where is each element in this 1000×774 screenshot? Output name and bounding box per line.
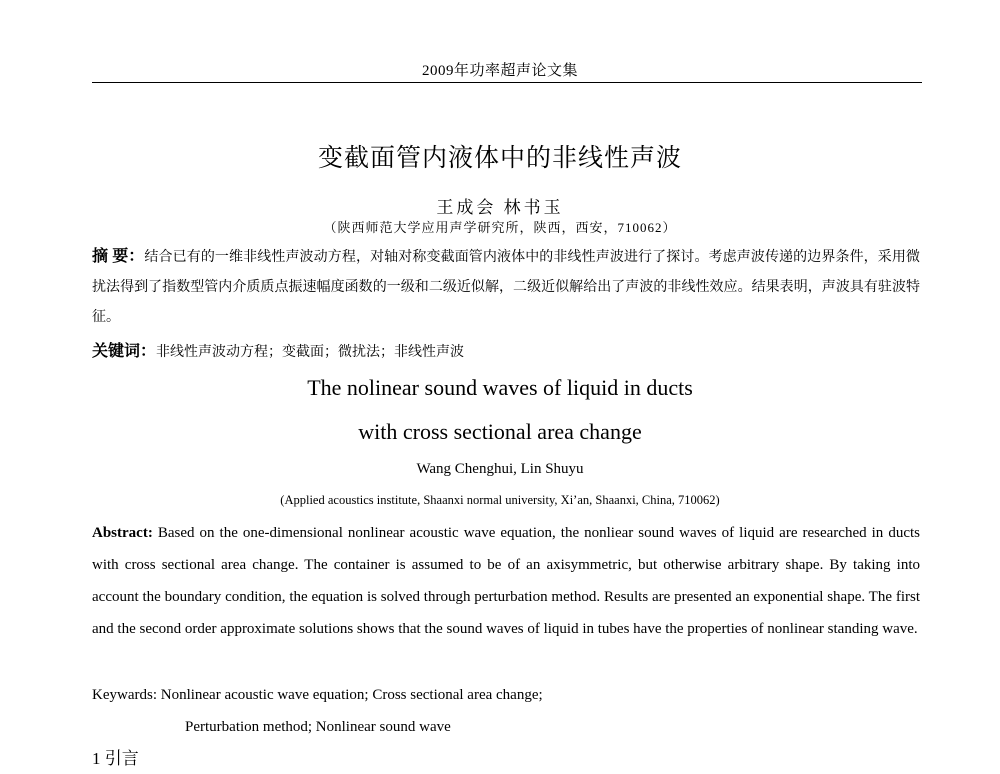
chinese-abstract-label: 摘 要： — [92, 248, 145, 265]
english-abstract — [92, 517, 920, 645]
english-title-line1: The nolinear sound waves of liquid in ducts — [307, 375, 693, 400]
chinese-keywords-text: 非线性声波动方程；变截面；微扰法；非线性声波 — [156, 345, 465, 360]
running-header: 2009年功率超声论文集 — [421, 63, 578, 79]
english-authors: Wang Chenghui, Lin Shuyu — [416, 461, 584, 477]
chinese-title: 变截面管内液体中的非线性声波 — [317, 145, 682, 172]
english-affiliation: (Applied acoustics institute, Shaanxi normal university, Xi’an, Shaanxi, China, 710062) — [280, 493, 720, 507]
section-heading: 1 引言 — [92, 749, 139, 768]
chinese-affiliation: （陕西师范大学应用声学研究所，陕西，西安，710062） — [323, 220, 677, 235]
chinese-keywords-label: 关键词： — [92, 343, 157, 360]
english-title-line2: with cross sectional area change — [358, 419, 642, 444]
english-keywords-line2: Perturbation method; Nonlinear sound wave — [185, 719, 451, 735]
header-rule — [92, 82, 922, 83]
chinese-authors: 王成会 林书玉 — [436, 198, 564, 217]
chinese-abstract — [92, 242, 920, 333]
chinese-abstract-text: 结合已有的一维非线性声波动方程，对轴对称变截面管内液体中的非线性声波进行了探讨。考虑声波传递的边界条件，采用微扰法得到了指数型管内介质质点振速幅度函数的一级和二级近似解，二级近似解给出了声波的非线性效应。结果表明，声波具有驻波特征。 — [92, 250, 920, 325]
english-keywords-line1: Keywards: Nonlinear acoustic wave equation; Cross sectional area change; — [92, 687, 543, 703]
english-abstract-label: Abstract: — [92, 525, 153, 541]
english-abstract-text: Based on the one-dimensional nonlinear acoustic wave equation, the nonliear sound waves of liquid are researched in ducts with cross sectional area change. The container is assumed to be of an axisymmetric, but otherwise arbitrary shape. By taking into account the boundary condition, the equation is solved through perturbation method. Results are presented an exponential shape. The first and the second order approximate solutions shows that the sound waves of liquid in tubes have the properties of nonlinear standing wave. — [92, 525, 920, 637]
chinese-keywords — [92, 338, 920, 367]
